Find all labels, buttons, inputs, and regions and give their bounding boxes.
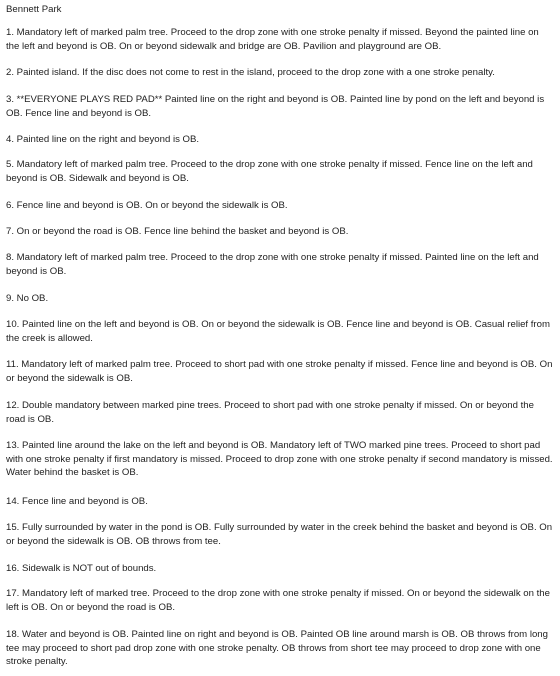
rule-hole-10: 10. Painted line on the left and beyond is OB. On or beyond the sidewalk is OB. Fence line and beyond is OB. Casual relief from the creek is allowed. (6, 319, 550, 344)
rule-hole-1: 1. Mandatory left of marked palm tree. Proceed to the drop zone with one stroke penalty if missed. Beyond the painted line on the left and beyond is OB. On or beyond sidewalk and bridge are OB. Pavilion and playground are OB. (6, 27, 539, 52)
rule-hole-5: 5. Mandatory left of marked palm tree. Proceed to the drop zone with one stroke penalty if missed. Fence line on the left and beyond is OB. Sidewalk and beyond is OB. (6, 159, 533, 184)
rule-hole-17: 17. Mandatory left of marked tree. Proceed to the drop zone with one stroke penalty if missed. On or beyond the sidewalk on the left is OB. On or beyond the road is OB. (6, 588, 550, 613)
rule-hole-8: 8. Mandatory left of marked palm tree. Proceed to the drop zone with one stroke penalty if missed. Painted line on the left and beyond is OB. (6, 252, 539, 277)
rule-hole-13: 13. Painted line around the lake on the left and beyond is OB. Mandatory left of TWO marked pine trees. Proceed to short pad with one stroke penalty if first mandatory is missed. Proceed to drop zone with one stroke penalty if second mandatory is missed. Water behind the basket is OB. (6, 440, 553, 479)
rule-hole-14: 14. Fence line and beyond is OB. (6, 496, 148, 507)
rule-hole-6: 6. Fence line and beyond is OB. On or beyond the sidewalk is OB. (6, 200, 288, 211)
rule-hole-4: 4. Painted line on the right and beyond is OB. (6, 134, 200, 145)
document-title: Bennett Park (6, 4, 62, 15)
rule-hole-9: 9. No OB. (6, 293, 49, 304)
rule-hole-11: 11. Mandatory left of marked palm tree. Proceed to short pad with one stroke penalty if missed. Fence line and beyond is OB. On or beyond the sidewalk is OB. (6, 359, 553, 384)
rule-hole-16: 16. Sidewalk is NOT out of bounds. (6, 563, 157, 574)
rule-hole-18: 18. Water and beyond is OB. Painted line on right and beyond is OB. Painted OB line around marsh is OB. OB throws from long tee may proceed to short pad drop zone with one stroke penalty. OB throws from short tee may proceed to drop zone with one stroke penalty. (6, 629, 548, 668)
rule-hole-15: 15. Fully surrounded by water in the pond is OB. Fully surrounded by water in the creek behind the basket and beyond is OB. On or beyond the sidewalk is OB. OB throws from tee. (6, 522, 553, 547)
rule-hole-3: 3. **EVERYONE PLAYS RED PAD** Painted line on the right and beyond is OB. Painted line by pond on the left and beyond is OB. Fence line and beyond is OB. (6, 94, 545, 119)
rule-hole-12: 12. Double mandatory between marked pine trees. Proceed to short pad with one stroke penalty if missed. On or beyond the road is OB. (6, 400, 534, 425)
rule-hole-2: 2. Painted island. If the disc does not come to rest in the island, proceed to the drop zone with a one stroke penalty. (6, 67, 495, 78)
rule-hole-7: 7. On or beyond the road is OB. Fence line behind the basket and beyond is OB. (6, 226, 349, 237)
